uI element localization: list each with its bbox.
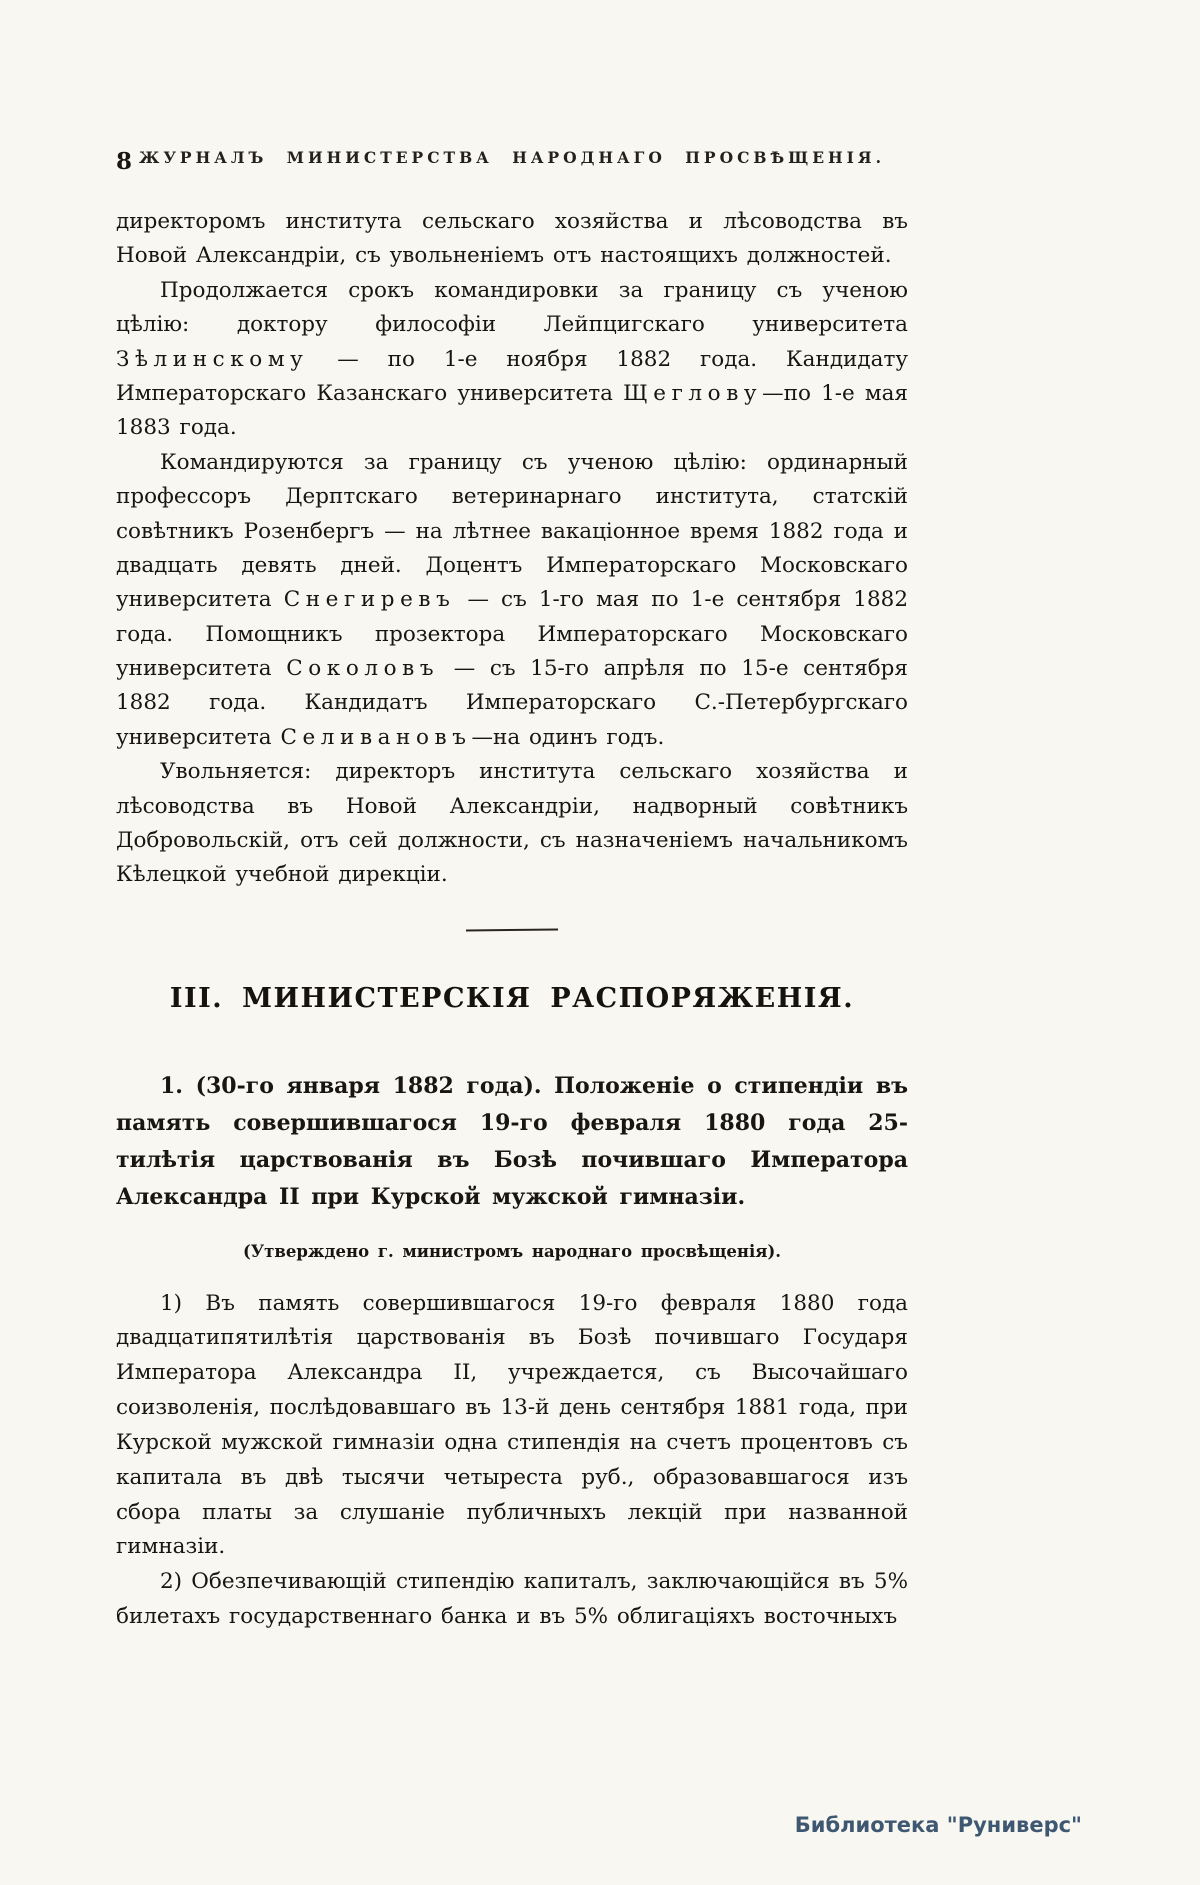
text-segment: директоромъ института сельскаго хозяйства и лѣсоводства въ Новой Александріи, съ увольненіемъ отъ настоящихъ должностей. xyxy=(116,209,908,269)
decree-title: 1. (30-го января 1882 года). Положеніе о стипендіи въ память совершившагося 19-го февраля 1880 года 25-тилѣтія царствованія въ Бозѣ почившаго Императора Александра II при Курской мужской гимназіи. xyxy=(116,1072,908,1210)
emphasized-name: Соколовъ xyxy=(286,656,440,682)
decree-paragraphs xyxy=(116,1287,908,1635)
paragraph xyxy=(116,755,908,893)
decree-paragraph: 2) Обезпечивающій стипендію капиталъ, заключающійся въ 5% билетахъ государственнаго банка и въ 5% облигаціяхъ восточныхъ xyxy=(116,1569,908,1630)
emphasized-name: Зѣлинскому xyxy=(116,346,309,372)
paragraph xyxy=(116,446,908,756)
page-number: 8 xyxy=(116,148,133,175)
text-segment: Командируются за границу съ ученою цѣлію: ординарный профессоръ Дерптскаго ветеринарнаго института, статскій совѣтникъ Розенбергъ — на лѣтнее вакаціонное время 1882 года и двадцать девять дней. Доцентъ Императорскаго Московскаго университета xyxy=(116,449,908,613)
emphasized-name: Снегиревъ xyxy=(283,587,456,613)
emphasized-name: Селивановъ xyxy=(280,724,472,750)
section-divider xyxy=(466,928,558,931)
text-segment: —на одинъ годъ. xyxy=(471,724,665,750)
text-segment: —по 1-е мая 1883 года. xyxy=(116,380,908,441)
text-segment: — съ 1-го мая по 1-е сентября 1882 года. Помощникъ прозектора Императорскаго Московскаго университета xyxy=(116,587,908,682)
running-title: ЖУРНАЛЪ МИНИСТЕРСТВА НАРОДНАГО ПРОСВѢЩЕНІЯ. xyxy=(139,148,885,167)
text-segment: Увольняется: директоръ института сельскаго хозяйства и лѣсоводства въ Новой Александріи, надворный совѣтникъ Добровольскій, отъ сей должности, съ назначеніемъ начальникомъ Кѣлецкой учебной дирекціи. xyxy=(116,759,908,888)
library-watermark: Библиотека "Руниверс" xyxy=(794,1813,1082,1837)
text-segment: — съ 15-го апрѣля по 15-е сентября 1882 года. Кандидатъ Императорскаго С.-Петербургскаго университета xyxy=(116,656,908,750)
section-heading: III. МИНИСТЕРСКІЯ РАСПОРЯЖЕНІЯ. xyxy=(169,982,855,1014)
intro-paragraphs xyxy=(116,205,908,893)
decree-paragraph: 1) Въ память совершившагося 19-го февраля 1880 года двадцатипятилѣтія царствованія въ Бозѣ почившаго Государя Императора Александра II, учреждается, съ Высочайшаго соизволенія, послѣдовавшаго въ 13-й день сентября 1881 года, при Курской мужской гимназіи одна стипендія на счетъ процентовъ съ капитала въ двѣ тысячи четыреста руб., образовавшагося изъ сбора платы за слушаніе публичныхъ лекцій при названной гимназіи. xyxy=(116,1290,908,1560)
page-header xyxy=(116,148,908,175)
paragraph xyxy=(116,205,908,274)
paragraph xyxy=(116,274,908,446)
emphasized-name: Щеглову xyxy=(623,380,763,406)
text-segment: — по 1-е ноября 1882 года. Кандидату Императорскаго Казанскаго университета xyxy=(116,346,908,406)
text-segment: Продолжается срокъ командировки за границу съ ученою цѣлію: доктору философіи Лейпцигскаго университета xyxy=(116,277,908,338)
approval-note: (Утверждено г. министромъ народнаго просвѣщенія). xyxy=(242,1241,782,1261)
